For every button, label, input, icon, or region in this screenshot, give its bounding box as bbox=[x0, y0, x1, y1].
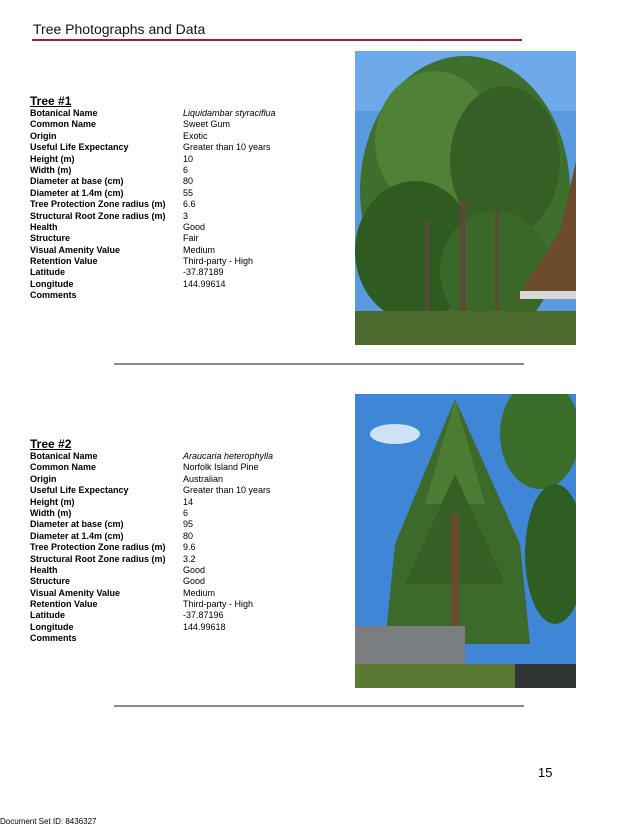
attribute-value: Greater than 10 years bbox=[183, 485, 271, 496]
attribute-value: -37.87189 bbox=[183, 267, 224, 278]
attribute-label: Botanical Name bbox=[30, 451, 98, 461]
attribute-label: Comments bbox=[30, 633, 77, 644]
attribute-label: Health bbox=[30, 221, 58, 232]
attribute-value: 80 bbox=[183, 176, 194, 187]
attribute-label: Longitude bbox=[30, 278, 74, 289]
attribute-value: Australian bbox=[183, 473, 224, 484]
attribute-label: Structural Root Zone radius (m) bbox=[30, 553, 166, 564]
attribute-label: Width (m) bbox=[30, 507, 72, 518]
attribute-value: 55 bbox=[183, 187, 194, 198]
attribute-label: Origin bbox=[30, 130, 57, 141]
attribute-value: 80 bbox=[183, 530, 194, 541]
attribute-label: Tree Protection Zone radius (m) bbox=[30, 542, 166, 553]
attribute-label: Height (m) bbox=[30, 496, 75, 507]
attribute-label: Retention Value bbox=[30, 256, 98, 267]
attribute-value: 95 bbox=[183, 519, 194, 530]
attribute-label: Structural Root Zone radius (m) bbox=[30, 210, 166, 221]
attribute-label: Structure bbox=[30, 233, 71, 244]
attribute-value: Liquidambar styraciflua bbox=[183, 108, 276, 118]
attribute-label: Common Name bbox=[30, 462, 97, 473]
attribute-label: Diameter at base (cm) bbox=[30, 176, 124, 187]
attribute-label: Retention Value bbox=[30, 599, 98, 610]
attribute-label: Origin bbox=[30, 473, 57, 484]
attribute-value: 3 bbox=[183, 210, 189, 221]
attribute-label: Height (m) bbox=[30, 153, 75, 164]
attribute-value: 6 bbox=[183, 164, 189, 175]
attribute-label: Visual Amenity Value bbox=[30, 587, 121, 598]
attribute-value: 6 bbox=[183, 507, 189, 518]
attribute-value: 6.6 bbox=[183, 199, 196, 210]
attribute-value: 3.2 bbox=[183, 553, 196, 564]
attribute-label: Common Name bbox=[30, 119, 97, 130]
attribute-value: Good bbox=[183, 564, 206, 575]
tree-photo bbox=[355, 394, 576, 688]
attribute-value: -37.87196 bbox=[183, 610, 224, 621]
attribute-value: Greater than 10 years bbox=[183, 142, 271, 153]
attribute-label: Longitude bbox=[30, 621, 74, 632]
page-number: 15 bbox=[538, 765, 553, 780]
attribute-label: Width (m) bbox=[30, 164, 72, 175]
attribute-label: Tree Protection Zone radius (m) bbox=[30, 199, 166, 210]
attribute-value: Medium bbox=[183, 244, 216, 255]
tree-photo bbox=[355, 51, 576, 345]
attribute-value: Third-party - High bbox=[183, 256, 254, 267]
attribute-label: Structure bbox=[30, 576, 71, 587]
attribute-value: 144.99614 bbox=[183, 278, 226, 289]
attribute-value: Third-party - High bbox=[183, 599, 254, 610]
attribute-label: Diameter at base (cm) bbox=[30, 519, 124, 530]
attribute-value: 144.99618 bbox=[183, 621, 226, 632]
attribute-label: Comments bbox=[30, 290, 77, 301]
attribute-label: Diameter at 1.4m (cm) bbox=[30, 530, 124, 541]
attribute-value: Exotic bbox=[183, 130, 208, 141]
attribute-value: 9.6 bbox=[183, 542, 196, 553]
header-title: Tree Photographs and Data bbox=[33, 21, 206, 37]
attribute-label: Botanical Name bbox=[30, 108, 98, 118]
attribute-value: Sweet Gum bbox=[183, 119, 231, 130]
attribute-value: Fair bbox=[183, 233, 199, 244]
attribute-value: Good bbox=[183, 576, 206, 587]
section-divider bbox=[114, 363, 524, 365]
attribute-value: 10 bbox=[183, 153, 194, 164]
document-set-id: Document Set ID: 8436327 bbox=[0, 817, 97, 826]
attribute-label: Useful Life Expectancy bbox=[30, 485, 129, 496]
attribute-label: Visual Amenity Value bbox=[30, 244, 121, 255]
attribute-value: Medium bbox=[183, 587, 216, 598]
attribute-value: 14 bbox=[183, 496, 194, 507]
header-rule bbox=[32, 39, 522, 41]
attribute-label: Useful Life Expectancy bbox=[30, 142, 129, 153]
attribute-label: Latitude bbox=[30, 267, 65, 278]
attribute-value: Norfolk Island Pine bbox=[183, 462, 259, 473]
attribute-value: Araucaria heterophylla bbox=[183, 451, 274, 461]
attribute-label: Health bbox=[30, 564, 58, 575]
section-divider bbox=[114, 705, 524, 707]
attribute-label: Diameter at 1.4m (cm) bbox=[30, 187, 124, 198]
attribute-value: Good bbox=[183, 221, 206, 232]
tree-heading: Tree #2 bbox=[30, 437, 72, 451]
attribute-label: Latitude bbox=[30, 610, 65, 621]
tree-heading: Tree #1 bbox=[30, 94, 72, 108]
